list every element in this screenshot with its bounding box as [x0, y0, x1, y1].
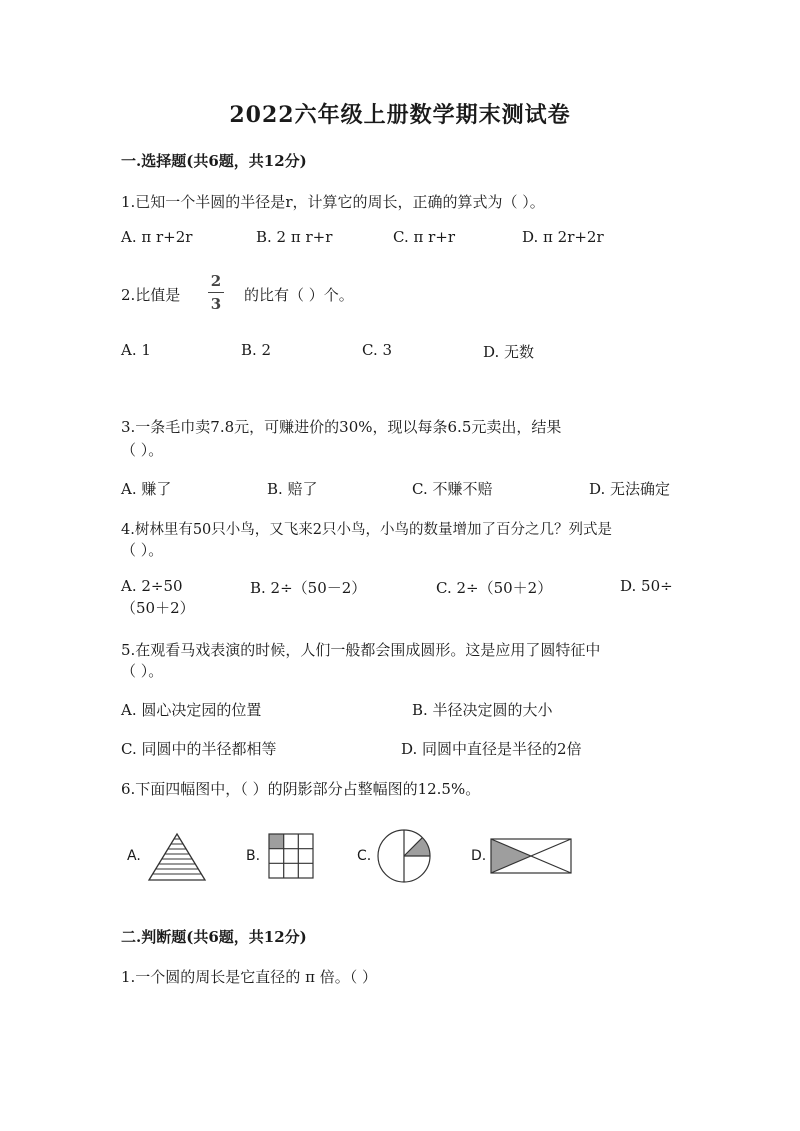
q4-option-d-continued: （50＋2） — [121, 599, 195, 617]
q4-option-c[interactable]: C. 2÷（50＋2） — [436, 579, 553, 597]
q1-option-a[interactable]: A. π r+2r — [121, 228, 193, 246]
q3-option-c[interactable]: C. 不赚不赔 — [412, 480, 493, 498]
page-title: 2022六年级上册数学期末测试卷 — [229, 102, 571, 128]
q3-option-b[interactable]: B. 赔了 — [267, 480, 318, 498]
q2-option-d[interactable]: D. 无数 — [483, 343, 535, 361]
q3-option-a[interactable]: A. 赚了 — [121, 480, 172, 498]
q1-option-b[interactable]: B. 2 π r+r — [256, 228, 333, 246]
figure-d-label[interactable]: D. — [471, 848, 487, 864]
q2-option-c[interactable]: C. 3 — [362, 341, 393, 359]
section-heading-judgement: 二.判断题(共6题，共12分) — [121, 928, 307, 946]
q4-option-a[interactable]: A. 2÷50 — [121, 577, 183, 595]
question-1-text: 1.已知一个半圆的半径是r，计算它的周长，正确的算式为（ ）。 — [121, 193, 545, 211]
fraction-two-thirds — [208, 272, 224, 313]
question-4-line1: 4.树林里有50只小鸟，又飞来2只小鸟，小鸟的数量增加了百分之几？列式是 — [121, 522, 613, 538]
q1-option-c[interactable]: C. π r+r — [393, 228, 456, 246]
figure-c-label[interactable]: C. — [357, 848, 372, 864]
question-3-line1: 3.一条毛巾卖7.8元，可赚进价的30%，现以每条6.5元卖出，结果 — [121, 418, 562, 436]
q5-option-b[interactable]: B. 半径决定圆的大小 — [412, 701, 553, 719]
question-5-line2: （ ）。 — [121, 662, 164, 680]
question-4-line2: （ ）。 — [121, 541, 164, 559]
fraction-bar — [208, 292, 224, 293]
question-2-text-before: 2.比值是 — [121, 286, 181, 304]
q5-option-c[interactable]: C. 同圆中的半径都相等 — [121, 740, 277, 758]
q3-option-d[interactable]: D. 无法确定 — [589, 480, 671, 498]
question-2-text-after: 的比有（ ）个。 — [244, 286, 354, 304]
q2-option-b[interactable]: B. 2 — [241, 341, 272, 359]
section-heading-choice: 一.选择题(共6题，共12分) — [121, 152, 307, 170]
fraction-denominator: 3 — [210, 295, 222, 313]
figure-d-rectangle-diagonals — [490, 838, 572, 874]
figure-a-label[interactable]: A. — [127, 848, 141, 864]
judgement-question-1-text: 1.一个圆的周长是它直径的 π 倍。（ ） — [121, 968, 377, 986]
q1-option-d[interactable]: D. π 2r+2r — [522, 228, 604, 246]
fraction-numerator: 2 — [210, 272, 222, 290]
question-6-text: 6.下面四幅图中，（ ）的阴影部分占整幅图的12.5%。 — [121, 780, 481, 798]
figure-a-striped-triangle — [148, 833, 206, 881]
q2-option-a[interactable]: A. 1 — [121, 341, 151, 359]
q4-option-d[interactable]: D. 50÷ — [620, 577, 673, 595]
figure-b-grid-shaded — [268, 833, 314, 879]
question-3-line2: （ ）。 — [121, 441, 164, 459]
q5-option-d[interactable]: D. 同圆中直径是半径的2倍 — [401, 740, 582, 758]
figure-b-label[interactable]: B. — [246, 848, 261, 864]
q5-option-a[interactable]: A. 圆心决定园的位置 — [121, 701, 262, 719]
figure-c-circle-sector — [376, 828, 432, 884]
question-5-line1: 5.在观看马戏表演的时候，人们一般都会围成圆形。这是应用了圆特征中 — [121, 641, 601, 659]
q4-option-b[interactable]: B. 2÷（50－2） — [250, 579, 367, 597]
